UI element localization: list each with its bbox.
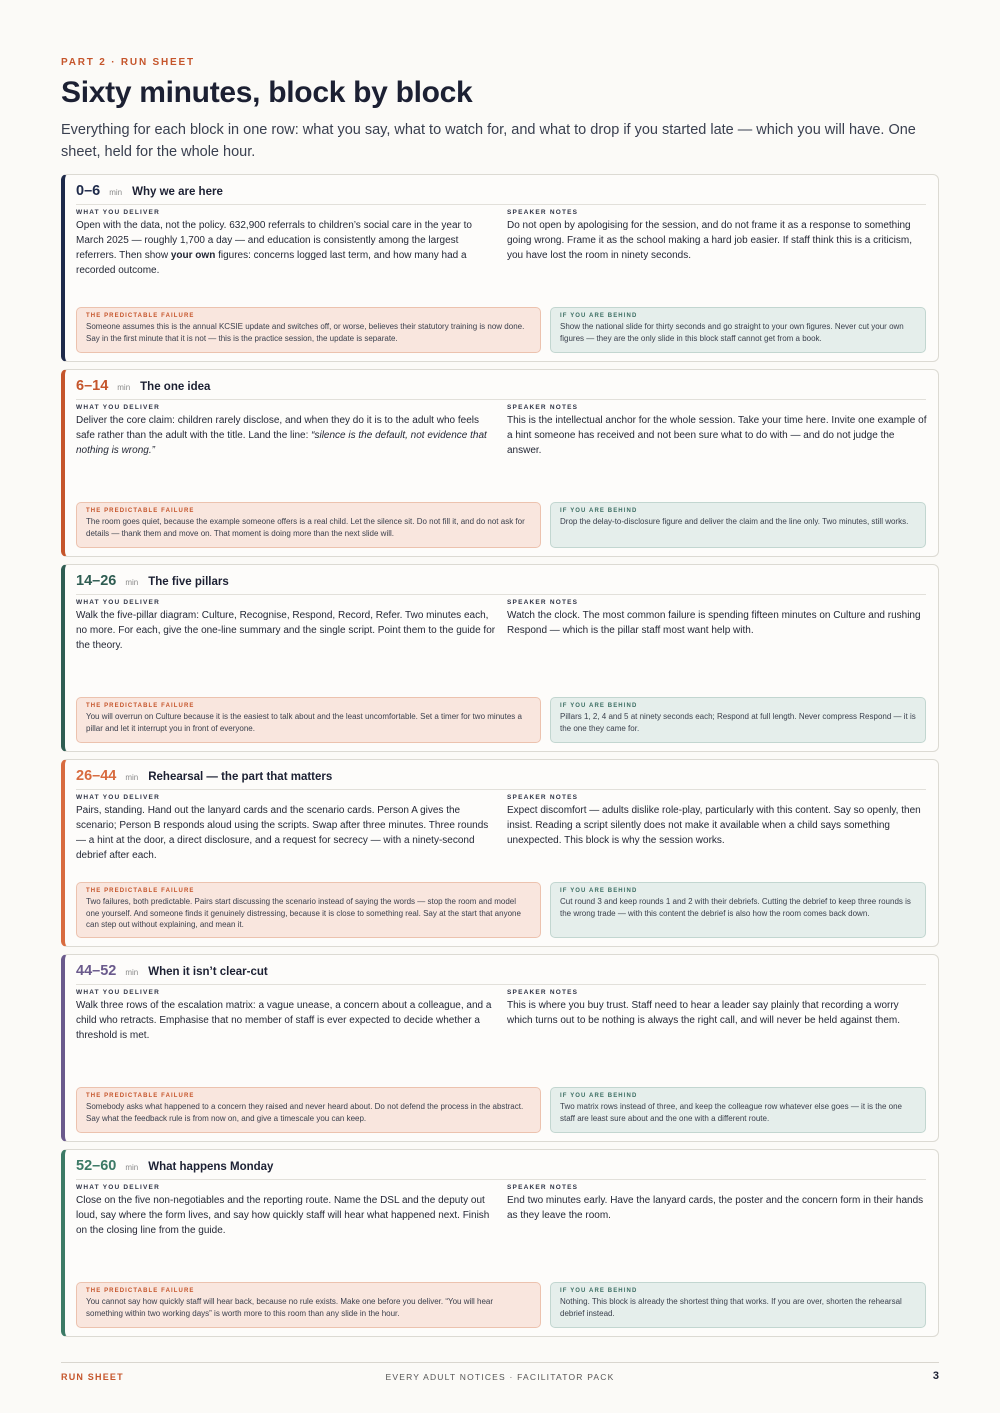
notes-label: SPEAKER NOTES [507, 404, 579, 411]
failure-box [76, 307, 541, 353]
block-header [76, 1158, 926, 1180]
deliver-label: WHAT YOU DELIVER [76, 989, 160, 996]
deliver-column [76, 404, 496, 458]
failure-label: THE PREDICTABLE FAILURE [86, 888, 195, 894]
notes-label: SPEAKER NOTES [507, 1184, 579, 1191]
block-time-unit: min [125, 773, 139, 782]
behind-box [550, 882, 926, 938]
block-title: Rehearsal — the part that matters [148, 771, 333, 783]
failure-label: THE PREDICTABLE FAILURE [86, 508, 195, 514]
page-title: Sixty minutes, block by block [61, 76, 473, 109]
page-number: 3 [932, 1370, 939, 1382]
deliver-text: Walk three rows of the escalation matrix: a vague unease, a concern about a colleague, and a child who retracts. Emphasise that no member of staff is ever expected to decide whether a threshold is met. [76, 1000, 492, 1041]
deliver-column [76, 989, 496, 1043]
deliver-label: WHAT YOU DELIVER [76, 404, 160, 411]
deliver-column [76, 209, 496, 278]
block-14-26 [61, 564, 939, 752]
footer-section: RUN SHEET [61, 1372, 124, 1382]
failure-box [76, 502, 541, 548]
footer-publication: EVERY ADULT NOTICES · FACILITATOR PACK [385, 1372, 615, 1382]
behind-text: Nothing. This block is already the shortest thing that works. If you are over, shorten the rehearsal debrief instead. [560, 1297, 902, 1318]
behind-text: Two matrix rows instead of three, and keep the colleague row whatever else goes — it is the one staff are least sure about and the one with a different route. [560, 1102, 902, 1123]
deliver-column [76, 1184, 496, 1238]
deliver-label: WHAT YOU DELIVER [76, 599, 160, 606]
block-time-unit: min [125, 578, 139, 587]
block-title: When it isn’t clear-cut [148, 966, 268, 978]
block-52-60 [61, 1149, 939, 1337]
notes-column [507, 599, 927, 638]
notes-label: SPEAKER NOTES [507, 989, 579, 996]
block-title: Why we are here [132, 186, 223, 198]
deliver-text: Walk the five-pillar diagram: Culture, Recognise, Respond, Record, Refer. Two minutes each, no more. For each, give the one-line summary and the single script. Point them to the guide for the theory. [76, 610, 496, 651]
failure-box [76, 1282, 541, 1328]
block-time-range: 6–14 [76, 378, 109, 394]
block-title: What happens Monday [148, 1161, 274, 1173]
block-time-unit: min [109, 188, 123, 197]
behind-text: Cut round 3 and keep rounds 1 and 2 with their debriefs. Cutting the debrief to keep three rounds is the wrong trade — with this content the debrief is also how the room comes back down. [560, 897, 911, 918]
failure-text: Two failures, both predictable. Pairs start discussing the scenario instead of saying the words — stop the room and model one yourself. And someone finds it genuinely distressing, because it is close to something real. Say at the start that anyone can step out without explaining, and mean it. [86, 897, 521, 929]
behind-label: IF YOU ARE BEHIND [560, 888, 638, 894]
page-lede: Everything for each block in one row: what you say, what to watch for, and what to drop if you started late — which you will have. One sheet, held for the whole hour. [61, 122, 916, 160]
failure-text: You will overrun on Culture because it is the easiest to talk about and the least uncomfortable. Set a timer for two minutes a pillar and let it interrupt you in front of everyone. [86, 712, 522, 733]
notes-column [507, 794, 927, 848]
failure-box [76, 1087, 541, 1133]
block-header [76, 768, 926, 790]
block-header [76, 378, 926, 400]
block-6-14 [61, 369, 939, 557]
block-time-range: 26–44 [76, 768, 117, 784]
failure-box [76, 882, 541, 938]
block-header [76, 963, 926, 985]
block-time-range: 52–60 [76, 1158, 117, 1174]
notes-text: End two minutes early. Have the lanyard cards, the poster and the concern form in their hands as they leave the room. [507, 1195, 924, 1221]
block-header [76, 573, 926, 595]
behind-text: Drop the delay-to-disclosure figure and deliver the claim and the line only. Two minutes, still works. [560, 517, 909, 526]
notes-column [507, 1184, 927, 1223]
notes-column [507, 404, 927, 458]
deliver-text: Open with the data, not the policy. 632,900 referrals to children’s social care in the year to March 2025 — roughly 1,700 a day — and education is consistently among the largest referrers. Then show your own figures: concerns logged last term, and how many had a recorded outcome. [76, 220, 472, 276]
block-time-range: 14–26 [76, 573, 117, 589]
block-26-44 [61, 759, 939, 947]
notes-text: Do not open by apologising for the session, and do not frame it as a response to something going wrong. Frame it as the school making a hard job easier. If staff think this is a criticism, you have lost the room in ninety seconds. [507, 220, 912, 261]
behind-box [550, 1282, 926, 1328]
failure-text: You cannot say how quickly staff will hear back, because no rule exists. Make one before you deliver. “You will hear something within two working days” is worth more to this room than any slide in the hour. [86, 1297, 494, 1318]
deliver-column [76, 599, 496, 653]
failure-label: THE PREDICTABLE FAILURE [86, 1288, 195, 1294]
deliver-column [76, 794, 496, 863]
behind-text: Show the national slide for thirty seconds and go straight to your own figures. Never cut your own figures — they are the only slide in this block staff cannot get from a book. [560, 322, 904, 343]
page-footer [61, 1362, 939, 1382]
block-time-range: 44–52 [76, 963, 117, 979]
notes-column [507, 209, 927, 263]
notes-label: SPEAKER NOTES [507, 794, 579, 801]
run-sheet-blocks [61, 174, 939, 1344]
behind-text: Pillars 1, 2, 4 and 5 at ninety seconds each; Respond at full length. Never compress Respond — it is the one they came for. [560, 712, 916, 733]
section-eyebrow: PART 2 · RUN SHEET [61, 57, 195, 68]
behind-label: IF YOU ARE BEHIND [560, 1093, 638, 1099]
deliver-label: WHAT YOU DELIVER [76, 209, 160, 216]
block-0-6 [61, 174, 939, 362]
notes-text: Expect discomfort — adults dislike role-play, particularly with this content. Say so openly, then insist. Reading a script silently does not make it available when a child says something unexpected. This block is why the session works. [507, 805, 921, 846]
deliver-text: Close on the five non-negotiables and the reporting route. Name the DSL and the deputy out loud, say where the form lives, and say how quickly staff will hear what happened next. Finish on the closing line from the guide. [76, 1195, 490, 1236]
failure-text: The room goes quiet, because the example someone offers is a real child. Let the silence sit. Do not fill it, and do not ask for details — thank them and move on. That moment is doing more than the next slide will. [86, 517, 525, 538]
behind-box [550, 307, 926, 353]
behind-box [550, 502, 926, 548]
notes-text: This is the intellectual anchor for the whole session. Take your time here. Invite one example of a hint someone has received and not been sure what to do with — and do not judge the answer. [507, 415, 927, 456]
behind-label: IF YOU ARE BEHIND [560, 313, 638, 319]
failure-label: THE PREDICTABLE FAILURE [86, 1093, 195, 1099]
failure-label: THE PREDICTABLE FAILURE [86, 313, 195, 319]
notes-column [507, 989, 927, 1028]
failure-text: Someone assumes this is the annual KCSIE update and switches off, or worse, believes their statutory training is now done. Say in the first minute that it is not — this is the practice session, the update is separate. [86, 322, 525, 343]
notes-label: SPEAKER NOTES [507, 599, 579, 606]
notes-text: Watch the clock. The most common failure is spending fifteen minutes on Culture and rushing Respond — which is the pillar staff most want help with. [507, 610, 921, 636]
block-time-unit: min [117, 383, 131, 392]
behind-label: IF YOU ARE BEHIND [560, 1288, 638, 1294]
block-time-unit: min [125, 968, 139, 977]
failure-box [76, 697, 541, 743]
deliver-text: Deliver the core claim: children rarely disclose, and when they do it is to the adult who feels safe rather than the adult with the title. Land the line: “silence is the default, not evidence that nothing is wrong.” [76, 415, 487, 456]
block-header [76, 183, 926, 205]
block-44-52 [61, 954, 939, 1142]
behind-label: IF YOU ARE BEHIND [560, 508, 638, 514]
block-title: The one idea [140, 381, 211, 393]
behind-box [550, 1087, 926, 1133]
deliver-label: WHAT YOU DELIVER [76, 794, 160, 801]
behind-label: IF YOU ARE BEHIND [560, 703, 638, 709]
block-time-range: 0–6 [76, 183, 101, 199]
deliver-text: Pairs, standing. Hand out the lanyard cards and the scenario cards. Person A gives the scenario; Person B responds aloud using the scripts. Swap after three minutes. Three rounds — a hint at the door, a direct disclosure, and a request for secrecy — with a ninety-second debrief after each. [76, 805, 489, 861]
block-time-unit: min [125, 1163, 139, 1172]
behind-box [550, 697, 926, 743]
block-title: The five pillars [148, 576, 229, 588]
failure-text: Somebody asks what happened to a concern they raised and never heard about. Do not defend the process in the abstract. Say what the feedback rule is from now on, and give a timescale you can keep. [86, 1102, 524, 1123]
notes-label: SPEAKER NOTES [507, 209, 579, 216]
deliver-label: WHAT YOU DELIVER [76, 1184, 160, 1191]
failure-label: THE PREDICTABLE FAILURE [86, 703, 195, 709]
notes-text: This is where you buy trust. Staff need to hear a leader say plainly that recording a worry which turns out to be nothing is always the right call, and will never be held against them. [507, 1000, 900, 1026]
